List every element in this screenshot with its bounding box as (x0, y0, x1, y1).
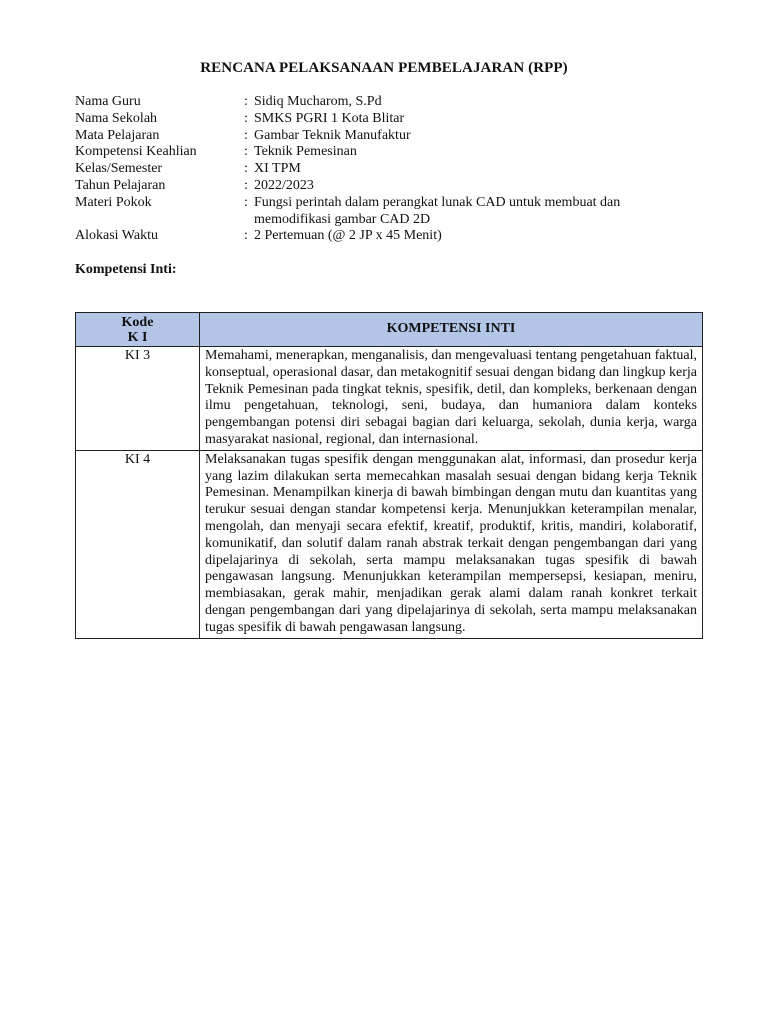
document-title: RENCANA PELAKSANAAN PEMBELAJARAN (RPP) (200, 60, 568, 76)
info-separator: : (244, 127, 248, 143)
info-separator: : (244, 177, 248, 193)
section-heading: Kompetensi Inti: (75, 262, 177, 277)
info-value: Fungsi perintah dalam perangkat lunak CAD untuk membuat dan memodifikasi gambar CAD 2D (254, 194, 621, 227)
info-label: Alokasi Waktu (75, 228, 158, 244)
info-value: 2 Pertemuan (@ 2 JP x 45 Menit) (254, 228, 442, 244)
info-row-subject (75, 128, 695, 145)
row-code: KI 3 (76, 347, 200, 451)
header-main-cell: KOMPETENSI INTI (200, 313, 703, 347)
info-value: Teknik Pemesinan (254, 144, 357, 160)
info-label: Tahun Pelajaran (75, 177, 166, 193)
info-row-year (75, 178, 695, 195)
info-label: Kelas/Semester (75, 161, 163, 177)
info-row-school (75, 111, 695, 128)
info-label: Nama Guru (75, 94, 141, 109)
info-value: 2022/2023 (254, 177, 314, 193)
info-value: SMKS PGRI 1 Kota Blitar (254, 110, 405, 126)
core-competency-table (75, 312, 703, 639)
info-label: Mata Pelajaran (75, 127, 160, 143)
info-label: Materi Pokok (75, 194, 152, 210)
info-row-expertise (75, 144, 695, 161)
header-code-line1: Kode (121, 314, 154, 330)
info-separator: : (244, 110, 248, 126)
info-separator: : (244, 228, 248, 244)
table-header-row (76, 313, 703, 347)
info-separator: : (244, 144, 248, 160)
info-separator: : (244, 194, 248, 210)
info-label: Kompetensi Keahlian (75, 144, 197, 160)
header-code-line2: K I (127, 329, 148, 345)
info-row-class (75, 161, 695, 178)
row-code: KI 4 (76, 450, 200, 638)
info-value: Gambar Teknik Manufaktur (254, 127, 411, 143)
info-separator: : (244, 94, 248, 109)
info-row-time (75, 228, 695, 245)
info-row-teacher (75, 94, 695, 111)
row-description: Melaksanakan tugas spesifik dengan menggunakan alat, informasi, dan prosedur kerja yang lazim dilakukan serta memecahkan masalah sesuai dengan bidang kerja Teknik Pemesinan. Menampilkan kinerja di bawah bimbingan dengan mutu dan kuantitas yang terukur sesuai dengan standar kompetensi kerja. Menunjukkan keterampilan menalar, mengolah, dan menyaji secara efektif, kreatif, produktif, kritis, mandiri, kolaboratif, komunikatif, dan solutif dalam ranah abstrak terkait dengan pengembangan dari yang dipelajarinya di sekolah, serta mampu melaksanakan tugas spesifik di bawah pengawasan langsung. Menunjukkan keterampilan mempersepsi, kesiapan, meniru, membiasakan, gerak mahir, menjadikan gerak alami dalam ranah konkret terkait dengan pengembangan dari yang dipelajarinya di sekolah, serta mampu melaksanakan tugas spesifik di bawah pengawasan langsung. (200, 450, 703, 638)
info-value: Sidiq Mucharom, S.Pd (254, 94, 382, 109)
table-row (76, 347, 703, 451)
table-row (76, 450, 703, 638)
header-code-cell (76, 313, 200, 347)
info-row-material (75, 195, 695, 229)
row-description: Memahami, menerapkan, menganalisis, dan mengevaluasi tentang pengetahuan faktual, konseptual, operasional dasar, dan metakognitif sesuai dengan bidang dan lingkup kerja Teknik Pemesinan pada tingkat teknis, spesifik, detil, dan kompleks, berkenaan dengan ilmu pengetahuan, teknologi, seni, budaya, dan humaniora dalam konteks pengembangan potensi diri sebagai bagian dari keluarga, sekolah, dunia kerja, warga masyarakat nasional, regional, dan internasional. (200, 347, 703, 451)
info-value: XI TPM (254, 161, 301, 177)
identity-block (75, 94, 695, 245)
info-label: Nama Sekolah (75, 110, 158, 126)
info-separator: : (244, 161, 248, 177)
